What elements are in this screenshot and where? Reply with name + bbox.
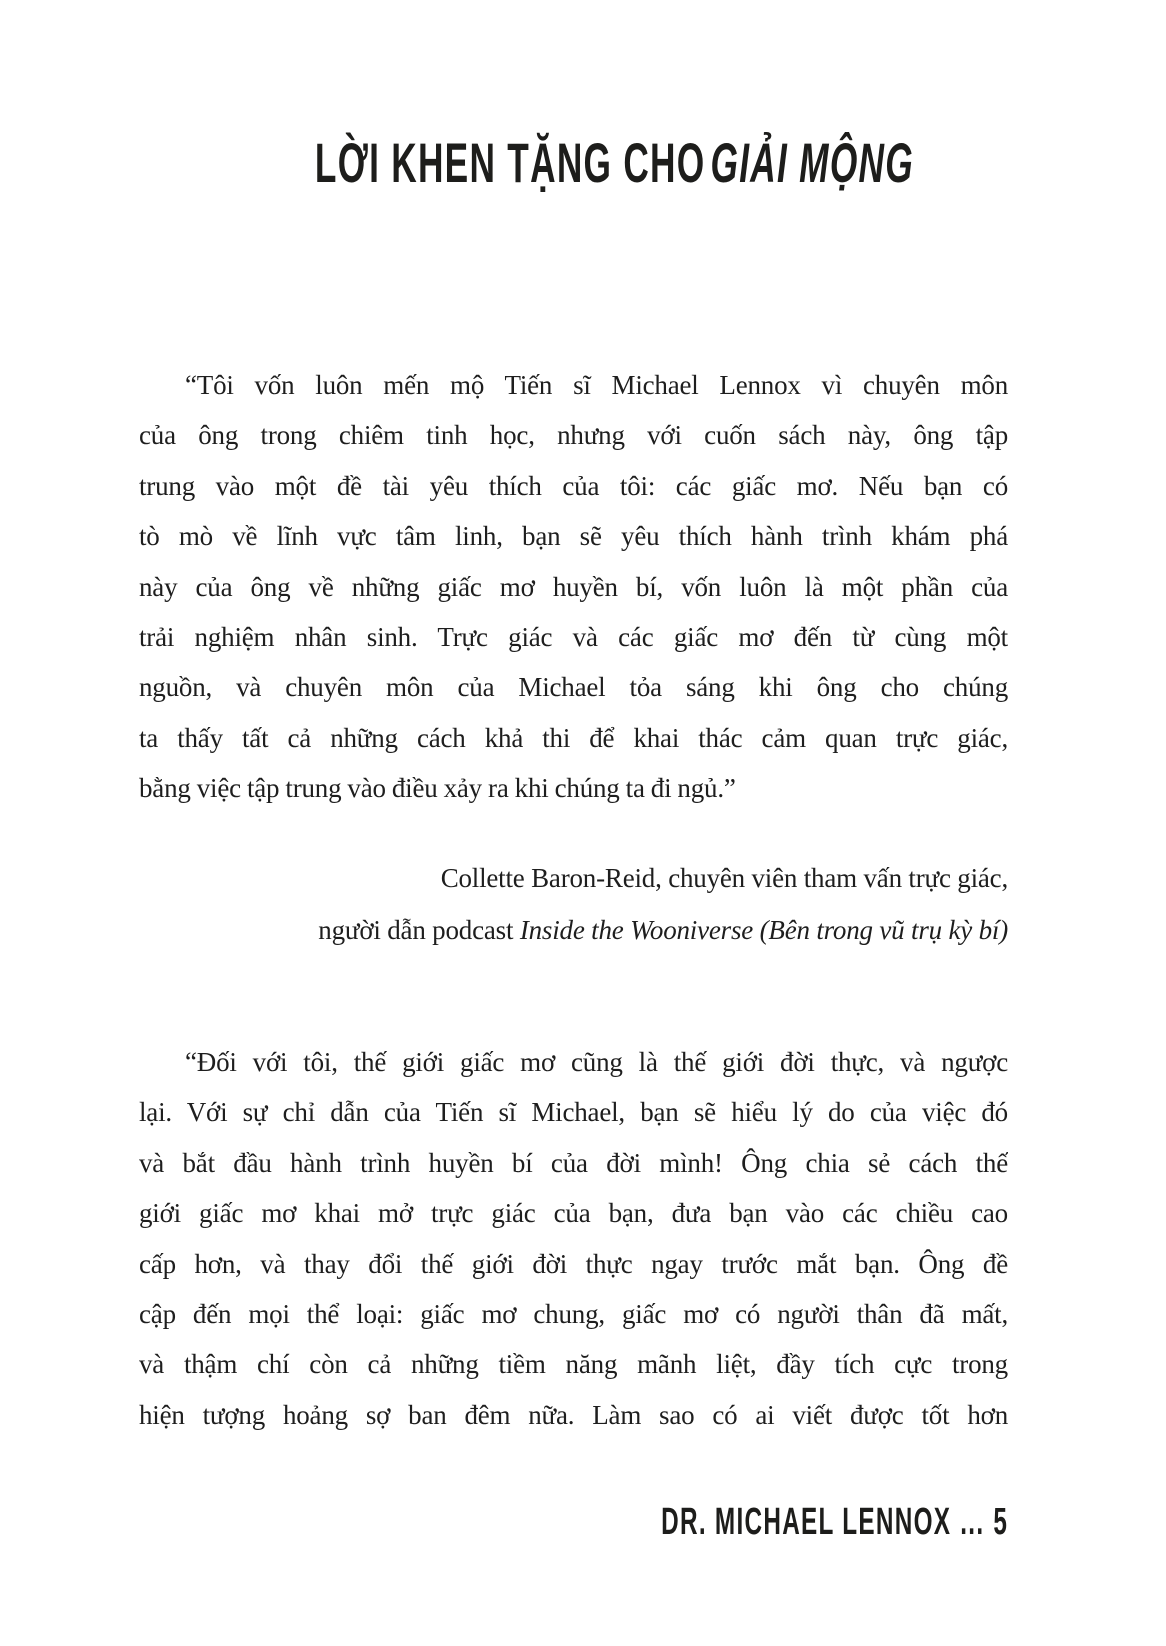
quote-attribution xyxy=(139,852,1008,956)
quote2-line-8: hiện tượng hoảng sợ ban đêm nữa. Làm sao có ai viết được tốt hơn xyxy=(139,1399,1008,1430)
endorsement-quote-1 xyxy=(139,360,1008,814)
page-number: 5 xyxy=(993,1501,1008,1543)
quote1-line-8: ta thấy tất cả những cách khả thi để khai thác cảm quan trực giác, xyxy=(139,722,1008,753)
quote1-line-7: nguồn, và chuyên môn của Michael tỏa sáng khi ông cho chúng xyxy=(139,672,1008,703)
endorsement-quote-2 xyxy=(139,1037,1008,1440)
footer-separator: ... xyxy=(960,1501,985,1543)
quote1-line-6: trải nghiệm nhân sinh. Trực giác và các giấc mơ đến từ cùng một xyxy=(139,621,1008,652)
quote1-line-2: của ông trong chiêm tinh học, nhưng với cuốn sách này, ông tập xyxy=(139,420,1008,451)
page-title-text xyxy=(315,133,914,193)
quote2-line-4: giới giấc mơ khai mở trực giác của bạn, đưa bạn vào các chiều cao xyxy=(139,1198,1008,1229)
author-name: DR. MICHAEL LENNOX xyxy=(661,1501,952,1543)
attribution-podcast-title: Inside the Wooniverse (Bên trong vũ trụ kỳ bí) xyxy=(519,915,1008,945)
page-footer xyxy=(139,1498,1008,1546)
quote2-line-7: và thậm chí còn cả những tiềm năng mãnh liệt, đầy tích cực trong xyxy=(139,1349,1008,1380)
quote1-line-4: tò mò về lĩnh vực tâm linh, bạn sẽ yêu thích hành trình khám phá xyxy=(139,521,1008,552)
quote2-line-2: lại. Với sự chỉ dẫn của Tiến sĩ Michael, bạn sẽ hiểu lý do của việc đó xyxy=(139,1097,1008,1128)
quote1-line-5: này của ông về những giấc mơ huyền bí, vốn luôn là một phần của xyxy=(139,571,1008,602)
quote2-line-1: “Đối với tôi, thế giới giấc mơ cũng là thế giới đời thực, và ngược xyxy=(185,1047,1008,1077)
quote2-line-3: và bắt đầu hành trình huyền bí của đời mình! Ông chia sẻ cách thế xyxy=(139,1147,1008,1178)
title-book-name: GIẢI MỘNG xyxy=(710,131,914,194)
quote1-line-9: bằng việc tập trung vào điều xảy ra khi chúng ta đi ngủ.” xyxy=(139,773,736,804)
attribution-podcast-line xyxy=(139,904,1008,956)
quote2-line-5: cấp hơn, và thay đổi thế giới đời thực ngay trước mắt bạn. Ông đề xyxy=(139,1248,1008,1279)
page-title xyxy=(139,133,1008,203)
quote1-line-3: trung vào một đề tài yêu thích của tôi: các giấc mơ. Nếu bạn có xyxy=(139,470,1008,501)
quote1-line-1: “Tôi vốn luôn mến mộ Tiến sĩ Michael Lennox vì chuyên môn xyxy=(185,370,1008,400)
attribution-role-text: người dẫn podcast xyxy=(318,915,520,945)
quote2-line-6: cập đến mọi thể loại: giấc mơ chung, giấc mơ có người thân đã mất, xyxy=(139,1298,1008,1329)
running-footer-text xyxy=(661,1498,1008,1546)
title-plain-part: LỜI KHEN TẶNG CHO xyxy=(314,131,706,194)
attribution-name-line: Collette Baron-Reid, chuyên viên tham vấn trực giác, xyxy=(440,863,1008,893)
